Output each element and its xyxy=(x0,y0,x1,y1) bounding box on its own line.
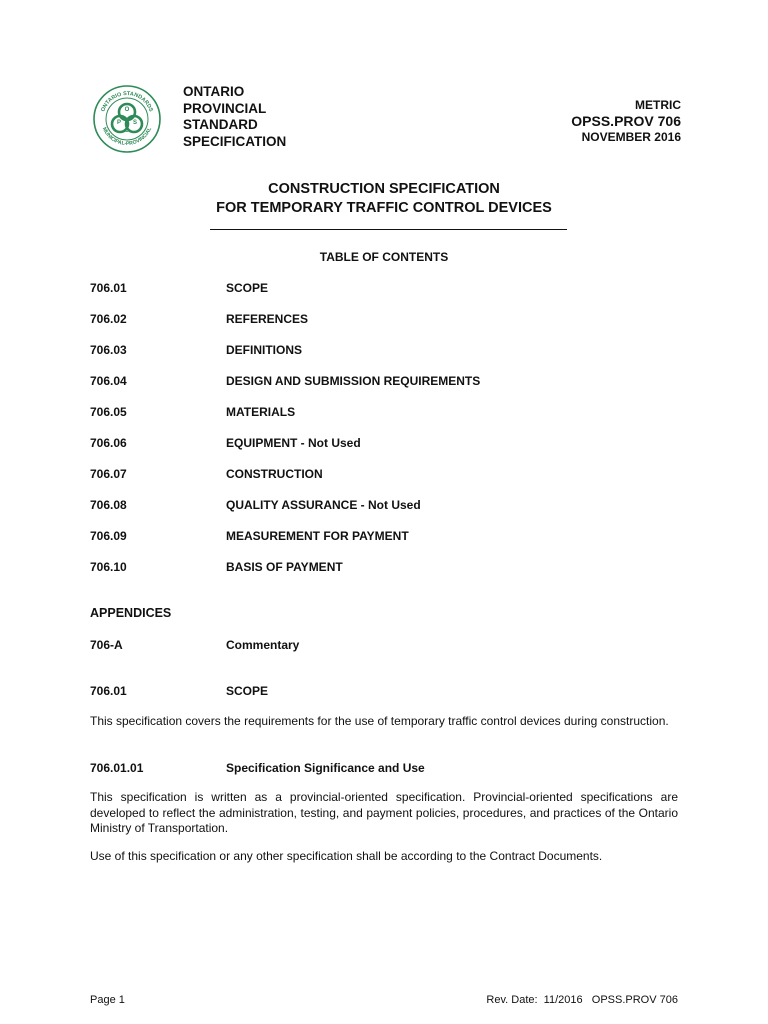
toc-number: 706.06 xyxy=(90,436,127,450)
section-title: SCOPE xyxy=(226,684,269,698)
revision-date: Rev. Date: 11/2016 OPSS.PROV 706 xyxy=(486,994,678,1006)
contract-documents-paragraph: Use of this specification or any other specification shall be according to the Contract Documents. xyxy=(90,849,603,863)
logo-letter-o: O xyxy=(124,107,130,113)
logo-letter-p: P xyxy=(116,120,122,126)
toc-label: MATERIALS xyxy=(226,405,296,419)
toc-number: 706.02 xyxy=(90,312,127,326)
title-line-1: CONSTRUCTION SPECIFICATION xyxy=(268,181,500,197)
spec-date: NOVEMBER 2016 xyxy=(581,130,681,144)
spec-code: OPSS.PROV 706 xyxy=(571,113,681,129)
org-line-provincial: PROVINCIAL xyxy=(183,100,267,116)
logo-letter-s2: S xyxy=(124,128,130,134)
subsection-title: Specification Significance and Use xyxy=(226,761,425,775)
appendix-label: Commentary xyxy=(226,638,300,652)
document-meta xyxy=(571,98,681,145)
subsection-number: 706.01.01 xyxy=(90,761,144,775)
toc-label: BASIS OF PAYMENT xyxy=(226,560,343,574)
toc-number: 706.10 xyxy=(90,560,127,574)
page-number: Page 1 xyxy=(90,994,125,1006)
toc-label: MEASUREMENT FOR PAYMENT xyxy=(226,529,409,543)
title-divider xyxy=(210,229,567,230)
title-line-2: FOR TEMPORARY TRAFFIC CONTROL DEVICES xyxy=(216,200,552,216)
appendix-number: 706-A xyxy=(90,638,123,652)
toc-label: DESIGN AND SUBMISSION REQUIREMENTS xyxy=(226,374,481,388)
toc-number: 706.05 xyxy=(90,405,127,419)
section-number: 706.01 xyxy=(90,684,127,698)
toc-heading: TABLE OF CONTENTS xyxy=(319,250,449,264)
toc-number: 706.04 xyxy=(90,374,127,388)
toc-number: 706.08 xyxy=(90,498,127,512)
document-title xyxy=(0,180,768,218)
opss-logo xyxy=(92,84,162,154)
org-line-ontario: ONTARIO xyxy=(183,84,245,99)
logo-letter-s1: S xyxy=(132,120,138,126)
appendices-heading: APPENDICES xyxy=(90,606,172,620)
organization-name xyxy=(183,84,286,150)
toc-label: EQUIPMENT - Not Used xyxy=(226,436,361,450)
logo-ring-top-text: ONTARIO STANDARDS xyxy=(100,90,154,113)
toc-number: 706.09 xyxy=(90,529,127,543)
toc-label: SCOPE xyxy=(226,281,269,295)
toc-label: CONSTRUCTION xyxy=(226,467,323,481)
toc-number: 706.07 xyxy=(90,467,127,481)
toc-label: QUALITY ASSURANCE - Not Used xyxy=(226,498,421,512)
significance-paragraph: This specification is written as a provincial-oriented specification. Provincial-oriented specifications are developed to reflect the administration, testing, and payment policies, procedures, and practices of the Ontario Ministry of Transportation. xyxy=(90,790,678,835)
scope-paragraph: This specification covers the requirements for the use of temporary traffic control devices during construction. xyxy=(90,714,669,728)
org-line-specification: SPECIFICATION xyxy=(183,133,287,149)
toc-label: REFERENCES xyxy=(226,312,309,326)
logo-ring-bottom-text: MUNICIPAL-PROVINCIAL xyxy=(100,126,154,148)
toc-number: 706.03 xyxy=(90,343,127,357)
org-line-standard: STANDARD xyxy=(183,117,258,132)
toc-number: 706.01 xyxy=(90,281,127,295)
toc-label: DEFINITIONS xyxy=(226,343,303,357)
metric-label: METRIC xyxy=(635,98,681,112)
